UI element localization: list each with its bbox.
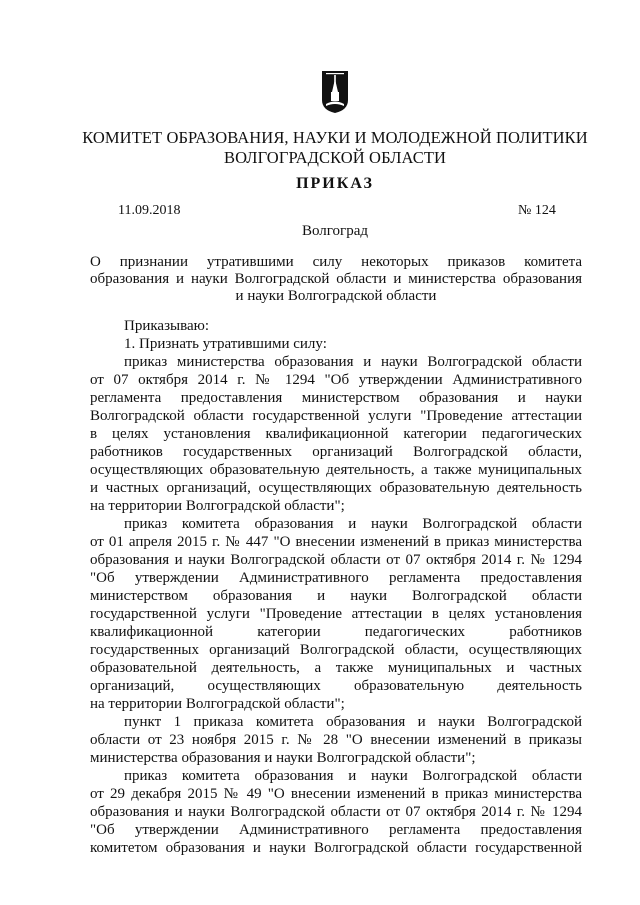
- text-line: приказ министерства образования и науки Волгоградской области: [124, 354, 582, 370]
- organization-name: [60, 128, 610, 168]
- text-line: квалификационной категории педагогических работников: [90, 624, 582, 640]
- document-date: 11.09.2018: [118, 203, 181, 218]
- paragraph-3: [90, 713, 582, 767]
- text-line: от 01 апреля 2015 г. № 447 "О внесении изменений в приказ министерства: [90, 534, 582, 550]
- text-line: на территории Волгоградской области";: [90, 696, 345, 712]
- text-line: пункт 1 приказа комитета образования и науки Волгоградской: [124, 714, 582, 730]
- org-line-2: ВОЛГОГРАДСКОЙ ОБЛАСТИ: [223, 148, 447, 167]
- text-line: комитетом образования и науки Волгоградской области государственной: [90, 840, 582, 856]
- text-line: образования и науки Волгоградской области от 07 октября 2014 г. № 1294: [90, 804, 582, 820]
- text-line: образования и науки Волгоградской области от 07 октября 2014 г. № 1294: [90, 552, 582, 568]
- text-line: на территории Волгоградской области";: [90, 498, 345, 514]
- text-line: организаций, осуществляющих образовательную деятельность: [90, 678, 582, 694]
- text-line: государственной услуги "Проведение аттестации в целях установления: [90, 606, 582, 622]
- paragraph-4: [90, 767, 582, 857]
- subject-line: и науки Волгоградской области: [235, 288, 437, 304]
- document-number: № 124: [518, 203, 556, 218]
- text-line: области от 23 ноября 2015 г. № 28 "О внесении изменений в приказы: [90, 732, 582, 748]
- text-line: приказ комитета образования и науки Волгоградской области: [124, 768, 582, 784]
- item-1: 1. Признать утратившими силу:: [124, 336, 327, 352]
- text-line: в целях установления квалификационной категории педагогических: [90, 426, 582, 442]
- text-line: регламента предоставления министерством образования и науки: [90, 390, 582, 406]
- document-city: Волгоград: [301, 223, 368, 239]
- text-line: работников государственных организаций Волгоградской области,: [90, 444, 582, 460]
- orders-text: Приказываю:: [124, 318, 209, 334]
- org-line-1: КОМИТЕТ ОБРАЗОВАНИЯ, НАУКИ И МОЛОДЕЖНОЙ ПОЛИТИКИ: [82, 128, 588, 147]
- subject-line: образования и науки Волгоградской области и министерства образования: [90, 271, 582, 287]
- text-line: осуществляющих образовательную деятельность, а также муниципальных: [90, 462, 582, 478]
- text-line: образовательной деятельность, а также муниципальных и частных: [90, 660, 582, 676]
- subject-line: О признании утратившими силу некоторых приказов комитета: [90, 254, 582, 270]
- text-line: "Об утверждении Административного регламента предоставления: [90, 570, 582, 586]
- text-line: и частных организаций, осуществляющих образовательную деятельность: [90, 480, 582, 496]
- document-type: ПРИКАЗ: [296, 175, 374, 192]
- text-line: приказ комитета образования и науки Волгоградской области: [124, 516, 582, 532]
- text-line: от 07 октября 2014 г. № 1294 "Об утверждении Административного: [90, 372, 582, 388]
- text-line: государственных организаций Волгоградской области, осуществляющих: [90, 642, 582, 658]
- paragraph-2: [90, 515, 582, 713]
- text-line: Волгоградской области государственной услуги "Проведение аттестации: [90, 408, 582, 424]
- text-line: министерства образования и науки Волгоградской области";: [90, 750, 476, 766]
- text-line: министерством образования и науки Волгоградской области: [90, 588, 582, 604]
- text-line: "Об утверждении Административного регламента предоставления: [90, 822, 582, 838]
- text-line: от 29 декабря 2015 № 49 "О внесении изменений в приказ министерства: [90, 786, 582, 802]
- document-subject: [90, 254, 582, 305]
- paragraph-1: [90, 353, 582, 515]
- volgograd-coat-of-arms-icon: [321, 70, 349, 114]
- document-body: [90, 317, 582, 857]
